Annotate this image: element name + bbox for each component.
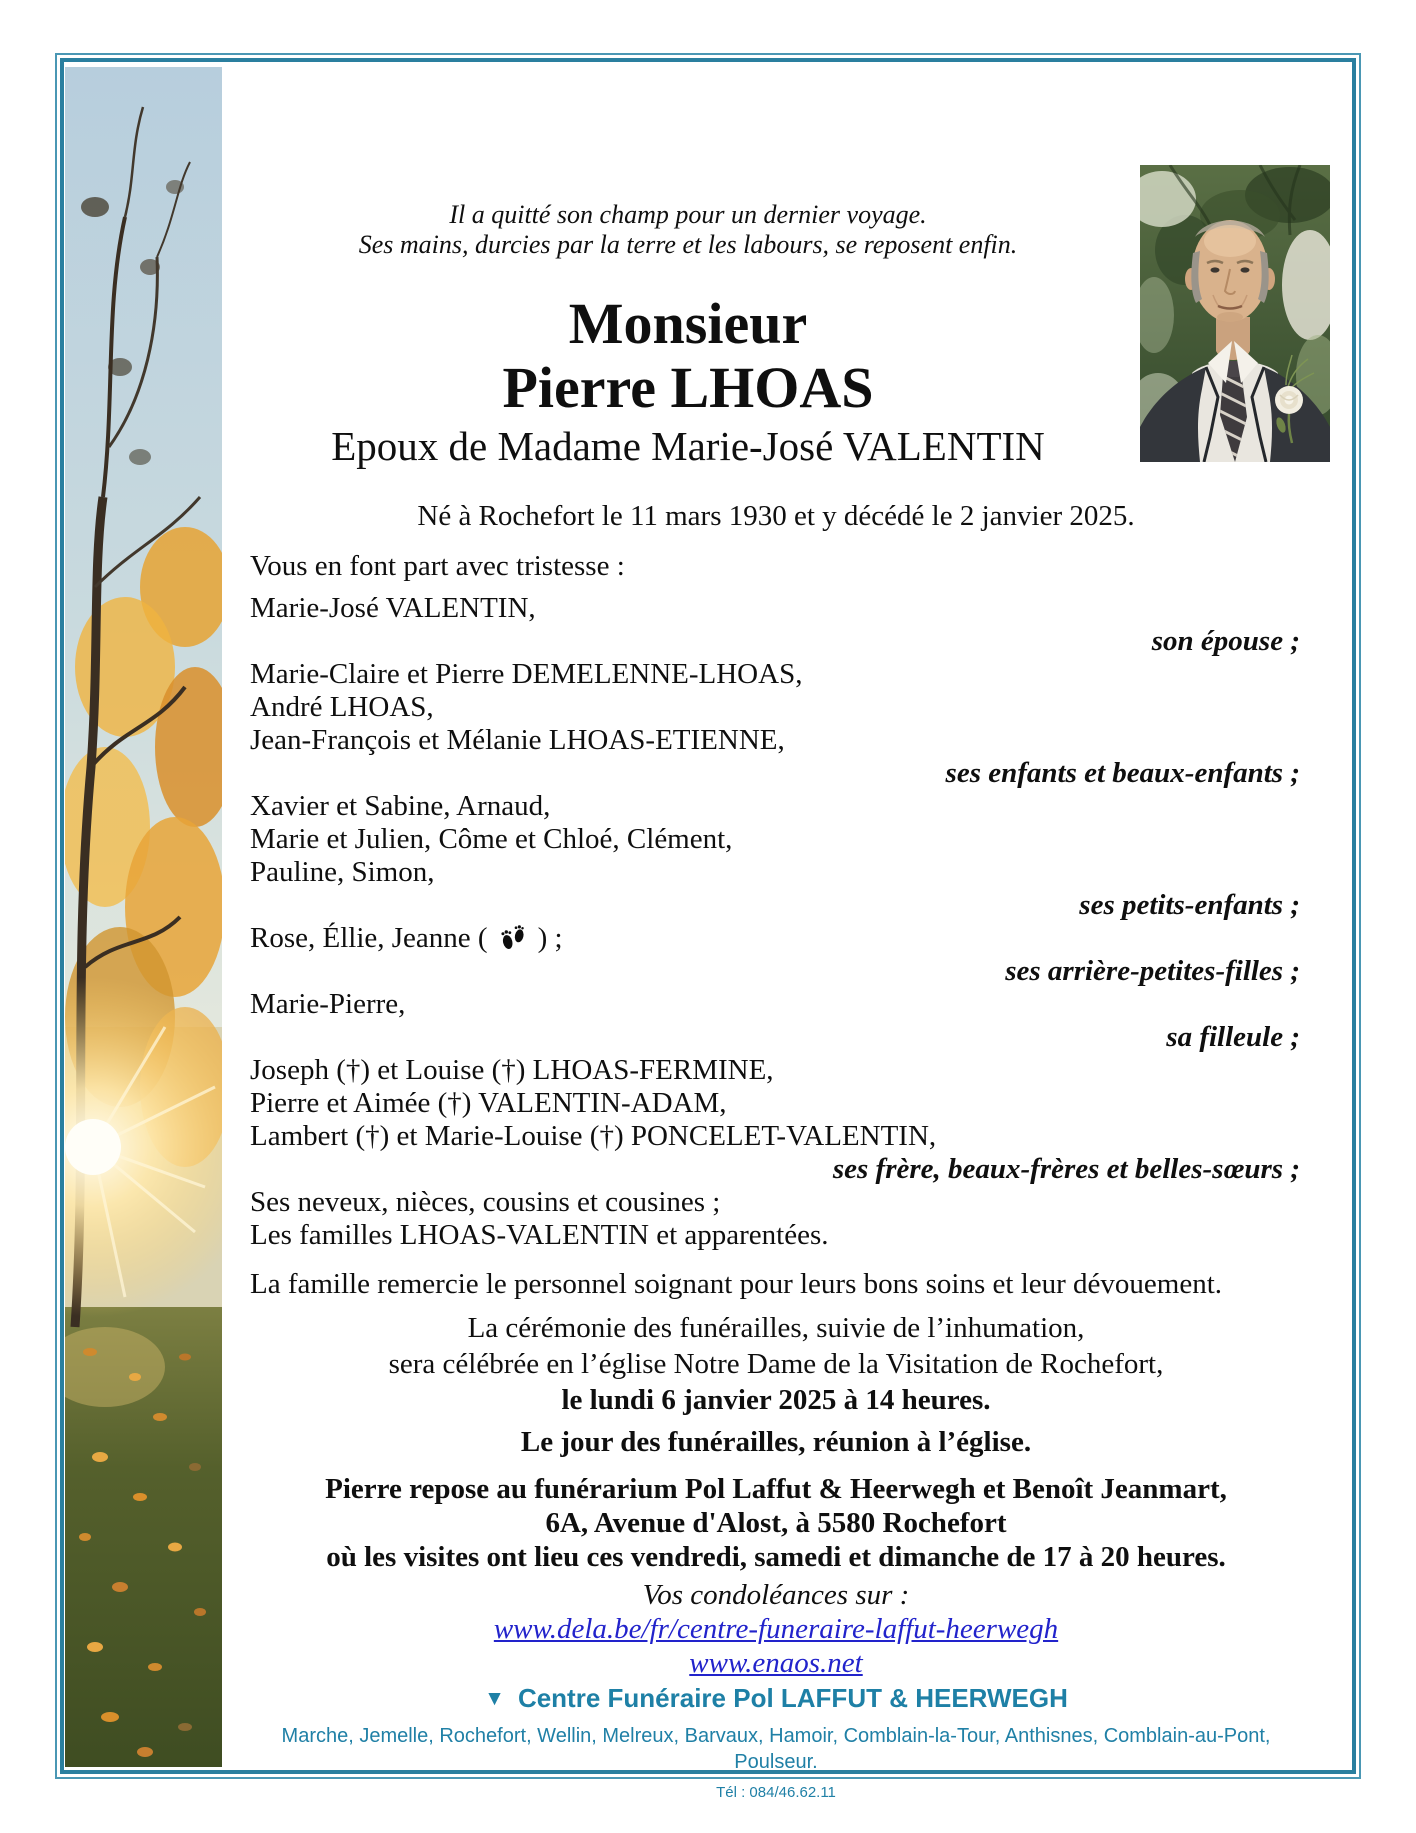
great-granddaughters-line [250, 922, 1302, 955]
family-list [250, 592, 1302, 1252]
epigraph-line-1: Il a quitté son champ pour un dernier voyage. [449, 200, 927, 229]
repose-address: 6A, Avenue d'Alost, à 5580 Rochefort [545, 1507, 1007, 1539]
title-salutation: Monsieur [568, 291, 808, 356]
relation-label: ses petits-enfants ; [1079, 889, 1300, 921]
title-block [250, 292, 1126, 472]
repose-visits: où les visites ont lieu ces vendredi, samedi et dimanche de 17 à 20 heures. [326, 1541, 1226, 1573]
family-names: Marie-Claire et Pierre DEMELENNE-LHOAS, [250, 658, 803, 690]
relation-label: sa filleule ; [1166, 1021, 1300, 1053]
ceremony-line-1: La cérémonie des funérailles, suivie de l’inhumation, [467, 1312, 1085, 1344]
ceremony-datetime: le lundi 6 janvier 2025 à 14 heures. [561, 1384, 991, 1416]
meeting-line: Le jour des funérailles, réunion à l’église. [520, 1426, 1032, 1458]
ceremony-line-2: sera célébrée en l’église Notre Dame de la Visitation de Rochefort, [388, 1348, 1164, 1380]
condolences-intro: Vos condoléances sur : [642, 1579, 910, 1611]
repose-line-1: Pierre repose au funérarium Pol Laffut & Heerwegh et Benoît Jeanmart, [325, 1473, 1227, 1505]
down-triangle-icon: ▼ [484, 1687, 505, 1710]
thanks-line: La famille remercie le personnel soignant pour leurs bons soins et leur dévouement. [250, 1268, 1223, 1300]
epigraph [250, 200, 1126, 260]
relation-label: ses arrière-petites-filles ; [1005, 955, 1300, 987]
family-names: Jean-François et Mélanie LHOAS-ETIENNE, [250, 724, 785, 756]
funeral-home-name: Centre Funéraire Pol LAFFUT & HEERWEGH [517, 1683, 1068, 1713]
family-names: ) ; [537, 922, 563, 954]
family-names: Les familles LHOAS-VALENTIN et apparentées. [250, 1219, 829, 1251]
funeral-home-locations: Marche, Jemelle, Rochefort, Wellin, Melreux, Barvaux, Hamoir, Comblain-la-Tour, Anthisnes, Comblain-au-Pont, Poulseur. [281, 1725, 1271, 1773]
condolences-block [250, 1578, 1302, 1680]
ceremony-block [250, 1310, 1302, 1418]
baby-footprints-icon [488, 922, 538, 955]
condolences-link-enaos[interactable]: www.enaos.net [689, 1647, 863, 1679]
announcement-intro: Vous en font part avec tristesse : [250, 550, 625, 582]
relation-label: ses enfants et beaux-enfants ; [945, 757, 1300, 789]
spouse-line: Epoux de Madame Marie-José VALENTIN [331, 423, 1045, 469]
family-names: Marie-Pierre, [250, 988, 406, 1020]
family-names: Pauline, Simon, [250, 856, 435, 888]
family-names: André LHOAS, [250, 691, 434, 723]
autumn-trees-photo [65, 67, 222, 1767]
family-names: Joseph (†) et Louise (†) LHOAS-FERMINE, [250, 1054, 774, 1086]
family-names: Marie-José VALENTIN, [250, 592, 536, 624]
family-names: Pierre et Aimée (†) VALENTIN-ADAM, [250, 1087, 727, 1119]
family-names: Rose, Éllie, Jeanne ( [250, 922, 488, 954]
family-names: Ses neveux, nièces, cousins et cousines ; [250, 1186, 721, 1218]
relation-label: son épouse ; [1151, 625, 1300, 657]
birth-death-line: Né à Rochefort le 11 mars 1930 et y décédé le 2 janvier 2025. [417, 500, 1135, 532]
epigraph-line-2: Ses mains, durcies par la terre et les labours, se reposent enfin. [358, 230, 1018, 259]
family-names: Lambert (†) et Marie-Louise (†) PONCELET-VALENTIN, [250, 1120, 937, 1152]
funeral-home-phone: Tél : 084/46.62.11 [716, 1784, 836, 1801]
notice-content [250, 0, 1302, 1803]
deceased-name: Pierre LHOAS [502, 355, 874, 420]
relation-label: ses frère, beaux-frères et belles-sœurs ; [832, 1153, 1300, 1185]
funeral-home-brand [250, 1682, 1302, 1717]
family-names: Xavier et Sabine, Arnaud, [250, 790, 551, 822]
family-names: Marie et Julien, Côme et Chloé, Clément, [250, 823, 733, 855]
repose-block [250, 1472, 1302, 1574]
condolences-link-dela[interactable]: www.dela.be/fr/centre-funeraire-laffut-heerwegh [493, 1613, 1059, 1645]
